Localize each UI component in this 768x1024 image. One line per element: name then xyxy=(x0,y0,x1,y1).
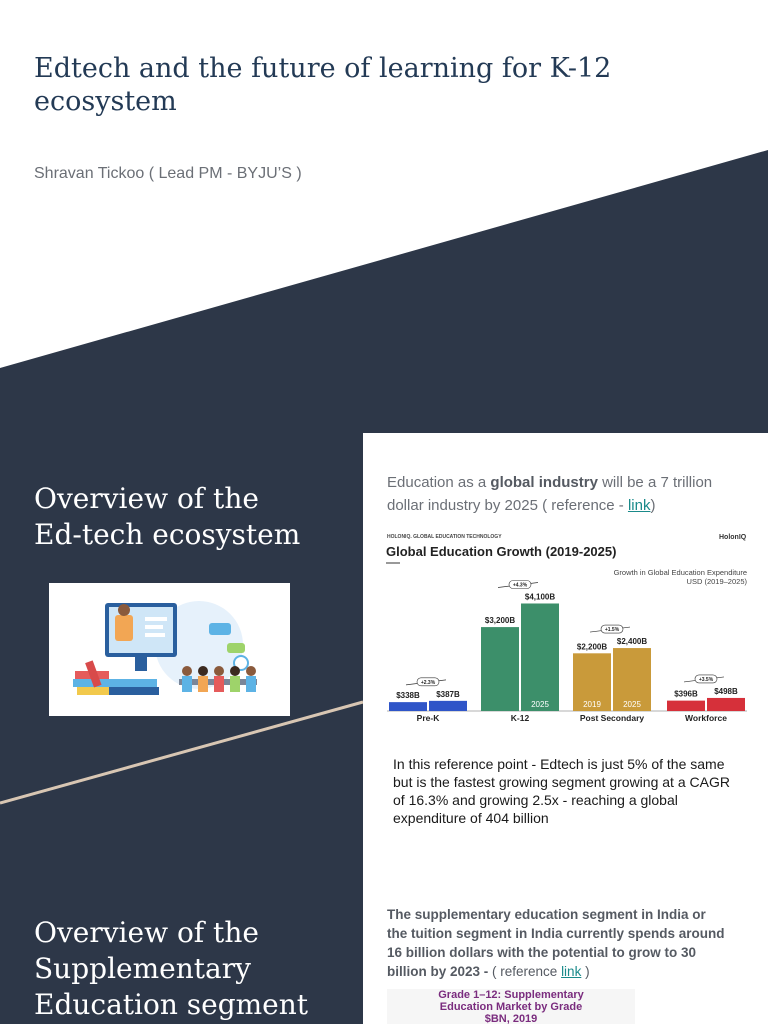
education-growth-chart xyxy=(383,529,750,733)
bar-2025-workforce xyxy=(707,698,745,711)
bar-2019-pre-k xyxy=(389,702,427,711)
chart-svg xyxy=(383,529,750,733)
edtech-illustration xyxy=(49,583,290,716)
intro-text: will be a 7 trillion dollar industry by 2025 ( reference - xyxy=(387,474,713,514)
chat-bubble-icon xyxy=(209,623,231,635)
supplementary-reference-link[interactable]: link xyxy=(561,964,582,979)
bar-2025-pre-k xyxy=(429,701,467,711)
value-label: $387B xyxy=(436,689,460,699)
reference-link[interactable]: link xyxy=(627,497,651,514)
value-label: $338B xyxy=(396,691,420,701)
year-label: 2025 xyxy=(531,700,549,709)
overview-heading-line: Overview of the xyxy=(34,482,259,515)
reference-text: ) xyxy=(581,964,590,979)
presentation-title: Edtech and the future of learning for K-12 ecosystem xyxy=(34,53,612,117)
intro-text: Education as a xyxy=(387,474,491,491)
supplementary-chart-title: Education Market by Grade xyxy=(439,1001,583,1013)
value-label: $2,400B xyxy=(616,637,648,647)
intro-bold-text: global industry xyxy=(490,474,598,491)
value-label: $2,200B xyxy=(576,642,608,652)
chart-header-small: HOLONIQ. GLOBAL EDUCATION TECHNOLOGY xyxy=(387,534,502,540)
supplementary-market-chart xyxy=(387,989,635,1024)
supplementary-heading-line: Supplementary xyxy=(34,952,251,985)
bar-2025-k-12 xyxy=(521,603,559,711)
supplementary-chart-title: $BN, 2019 xyxy=(484,1013,538,1024)
supplementary-chart-title: Grade 1–12: Supplementary xyxy=(438,989,584,1001)
category-label: Post Secondary xyxy=(579,713,645,723)
overview-heading-line: Ed-tech ecosystem xyxy=(34,518,301,551)
chart-title: Global Education Growth (2019-2025) xyxy=(386,544,617,559)
supplementary-heading-line: Education segment xyxy=(34,988,309,1021)
chart-brand: HolonIQ xyxy=(719,534,747,541)
reference-text: ( reference xyxy=(492,964,562,979)
category-label: K-12 xyxy=(510,713,530,723)
bar-2019-workforce xyxy=(667,701,705,711)
supplementary-description xyxy=(387,905,727,981)
supplementary-heading xyxy=(34,915,308,1023)
author-subtitle: Shravan Tickoo ( Lead PM - BYJU’S ) xyxy=(34,165,302,182)
students-group-icon xyxy=(179,666,257,692)
growth-label: +2.3% xyxy=(420,679,436,686)
chart-subtitle: USD (2019–2025) xyxy=(686,577,747,586)
supplementary-text: The supplementary education segment in India or the tuition segment in India currently spends around 16 billion dollars with the potential to grow to 30 billion by 2023 - xyxy=(387,907,725,979)
year-label: 2019 xyxy=(583,700,601,709)
bar-2019-k-12 xyxy=(481,627,519,711)
chart-subtitle: Growth in Global Education Expenditure xyxy=(613,568,747,577)
category-label: Workforce xyxy=(685,713,727,723)
value-label: $4,100B xyxy=(524,592,556,602)
global-industry-intro xyxy=(387,471,727,517)
supplementary-heading-line: Overview of the xyxy=(34,916,259,949)
year-label: 2025 xyxy=(623,700,641,709)
growth-label: +4.3% xyxy=(512,582,528,589)
growth-label: +3.5% xyxy=(698,676,714,683)
intro-text: ) xyxy=(650,497,656,514)
value-label: $498B xyxy=(714,686,738,696)
value-label: $396B xyxy=(674,689,698,699)
category-label: Pre-K xyxy=(416,713,440,723)
global-industry-panel xyxy=(363,433,768,1024)
edtech-share-note: In this reference point - Edtech is just 5% of the same but is the fastest growing segment growing at a CAGR of 16.3% and growing 2.5x - reaching a global expenditure of 404 billion xyxy=(393,756,730,826)
growth-label: +1.5% xyxy=(604,627,620,634)
teacher-figure-icon xyxy=(115,615,133,641)
value-label: $3,200B xyxy=(484,616,516,626)
overview-heading xyxy=(34,481,300,553)
